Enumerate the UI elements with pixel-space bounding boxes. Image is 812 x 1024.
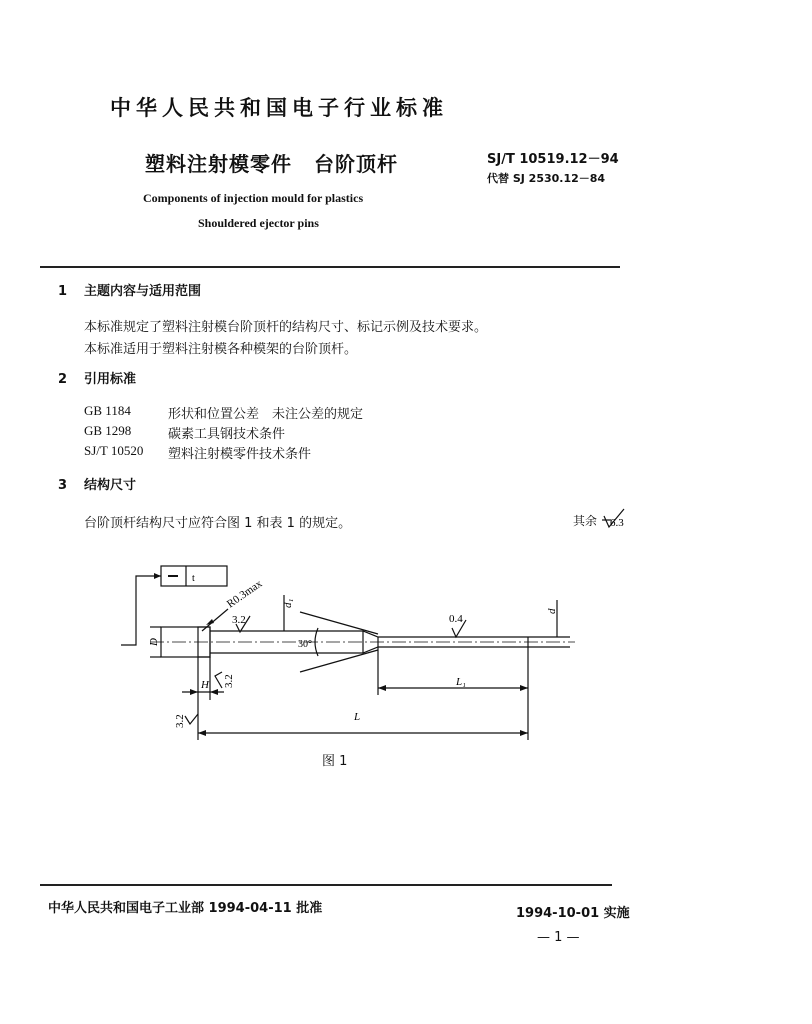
page-number: — 1 —	[537, 930, 580, 945]
document-title-en-line1: Components of injection mould for plastics	[143, 191, 364, 205]
section-number: 2	[58, 372, 68, 387]
tolerance-leader	[121, 576, 161, 645]
ref-code: SJ/T 10520	[84, 443, 144, 458]
tolerance-value: t	[192, 573, 195, 584]
d1-label: d₁	[282, 598, 294, 608]
section-number: 1	[58, 284, 68, 299]
effective-date: 1994-10-01 实施	[516, 906, 630, 921]
L1-arrow-right	[520, 685, 528, 691]
H-arrow-left	[190, 689, 198, 695]
standard-organization: 中华人民共和国电子行业标准	[110, 96, 448, 120]
section-title: 结构尺寸	[84, 478, 137, 493]
roughness-c-label: 3.2	[174, 714, 186, 728]
approval-note: 中华人民共和国电子工业部 1994-04-11 批准	[48, 901, 323, 916]
ref-name: 形状和位置公差 未注公差的规定	[168, 407, 364, 422]
L1-arrow-left	[378, 685, 386, 691]
roughness-d-label: 0.4	[449, 613, 463, 625]
L-label: L	[354, 711, 361, 723]
roughness-symbol-b	[215, 672, 222, 688]
ref-code: GB 1298	[84, 423, 132, 438]
figure-caption: 图 1	[322, 754, 348, 769]
ref-name: 碳素工具钢技术条件	[168, 427, 286, 442]
remaining-roughness-value: 6.3	[610, 517, 624, 529]
radius-leader	[202, 609, 228, 631]
L-arrow-left	[198, 730, 206, 736]
L-arrow-right	[520, 730, 528, 736]
section-title: 引用标准	[84, 372, 137, 387]
section-title: 主题内容与适用范围	[84, 284, 202, 299]
tolerance-arrow	[154, 573, 161, 579]
replaces-standard: 代替 SJ 2530.12－84	[487, 172, 606, 185]
document-title-en-line2: Shouldered ejector pins	[198, 216, 319, 230]
ref-code: GB 1184	[84, 403, 131, 418]
d-label: d	[546, 608, 558, 614]
roughness-symbol-c	[185, 714, 198, 724]
section-1-line-2: 本标准适用于塑料注射模各种模架的台阶顶杆。	[84, 342, 358, 357]
roughness-a-label: 3.2	[232, 614, 246, 626]
footer-rule	[40, 884, 612, 886]
section-3-line: 台阶顶杆结构尺寸应符合图 1 和表 1 的规定。	[84, 516, 352, 531]
section-1-line-1: 本标准规定了塑料注射模台阶顶杆的结构尺寸、标记示例及技术要求。	[84, 320, 488, 335]
H-arrow-right	[210, 689, 218, 695]
radius-label: R0.3max	[224, 577, 265, 611]
angle-label: 30°	[298, 639, 312, 650]
section-number: 3	[58, 478, 68, 493]
roughness-b-label: 3.2	[223, 674, 235, 688]
H-label: H	[201, 679, 209, 691]
title-cn-part2: 台阶顶杆	[314, 152, 398, 176]
title-cn-part1: 塑料注射模零件	[145, 152, 292, 176]
standard-number: SJ/T 10519.12－94	[487, 152, 619, 167]
D-label: D	[148, 638, 160, 646]
L1-label: L₁	[456, 676, 466, 688]
remaining-roughness-label: 其余	[573, 514, 598, 528]
ref-name: 塑料注射模零件技术条件	[168, 447, 312, 462]
tolerance-symbol	[168, 575, 178, 577]
